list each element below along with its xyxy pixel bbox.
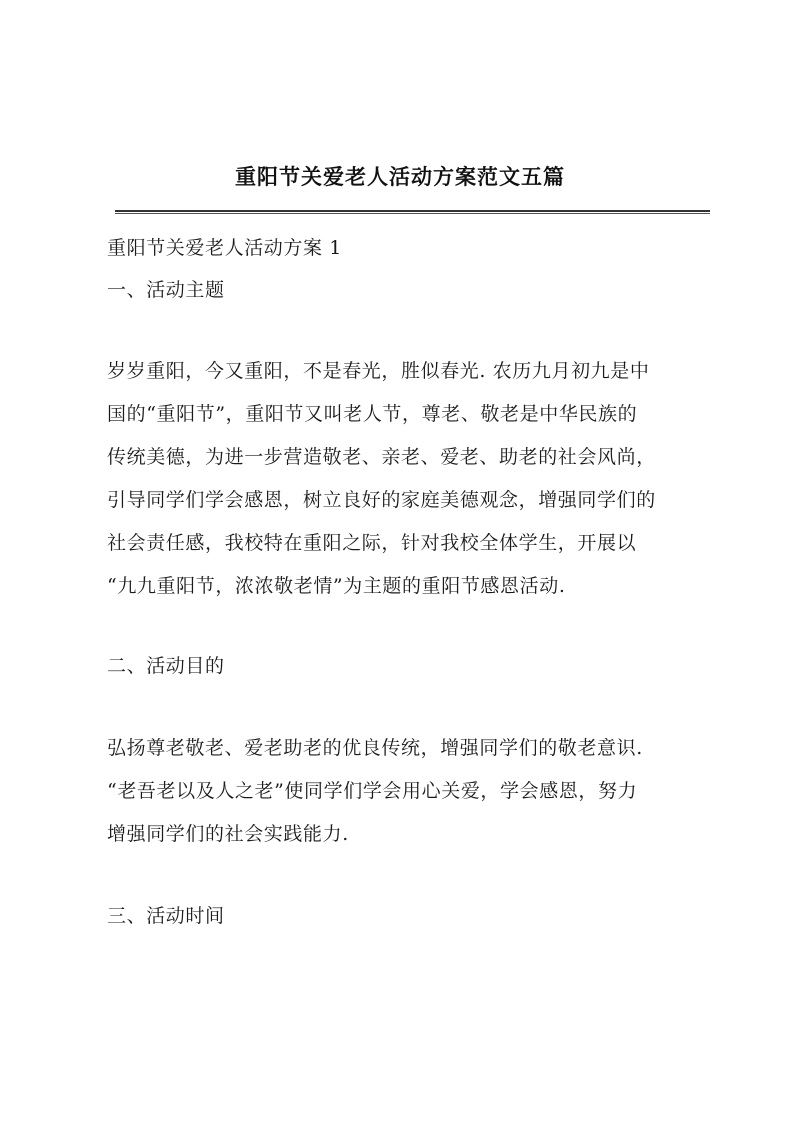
- paragraph-line: “老吾老以及人之老”使同学们学会用心关爱，学会感恩，努力: [107, 780, 638, 802]
- paragraph-line: 传统美德，为进一步营造敬老、亲老、爱老、助老的社会风尚，: [107, 446, 656, 468]
- title-divider: [115, 210, 710, 214]
- paragraph-line: 弘扬尊老敬老、爱老助老的优良传统，增强同学们的敬老意识.: [107, 737, 643, 759]
- document-subtitle: 重阳节关爱老人活动方案 1: [107, 237, 342, 259]
- paragraph-line: “九九重阳节，浓浓敬老情”为主题的重阳节感恩活动.: [107, 575, 566, 597]
- paragraph-line: 社会责任感，我校特在重阳之际，针对我校全体学生，开展以: [107, 532, 637, 554]
- section-heading-theme: 一、活动主题: [107, 279, 225, 301]
- paragraph-line: 引导同学们学会感恩，树立良好的家庭美德观念，增强同学们的: [107, 489, 656, 511]
- section-paragraph-purpose: [107, 734, 707, 863]
- document-title: 重阳节关爱老人活动方案范文五篇: [235, 165, 565, 189]
- section-heading-time: 三、活动时间: [107, 905, 225, 927]
- section-paragraph-theme: [107, 357, 707, 615]
- paragraph-line: 国的“重阳节”，重阳节又叫老人节，尊老、敬老是中华民族的: [107, 403, 638, 425]
- section-heading-purpose: 二、活动目的: [107, 655, 225, 677]
- paragraph-line: 增强同学们的社会实践能力.: [107, 823, 349, 845]
- paragraph-line: 岁岁重阳，今又重阳，不是春光，胜似春光. 农历九月初九是中: [107, 360, 650, 382]
